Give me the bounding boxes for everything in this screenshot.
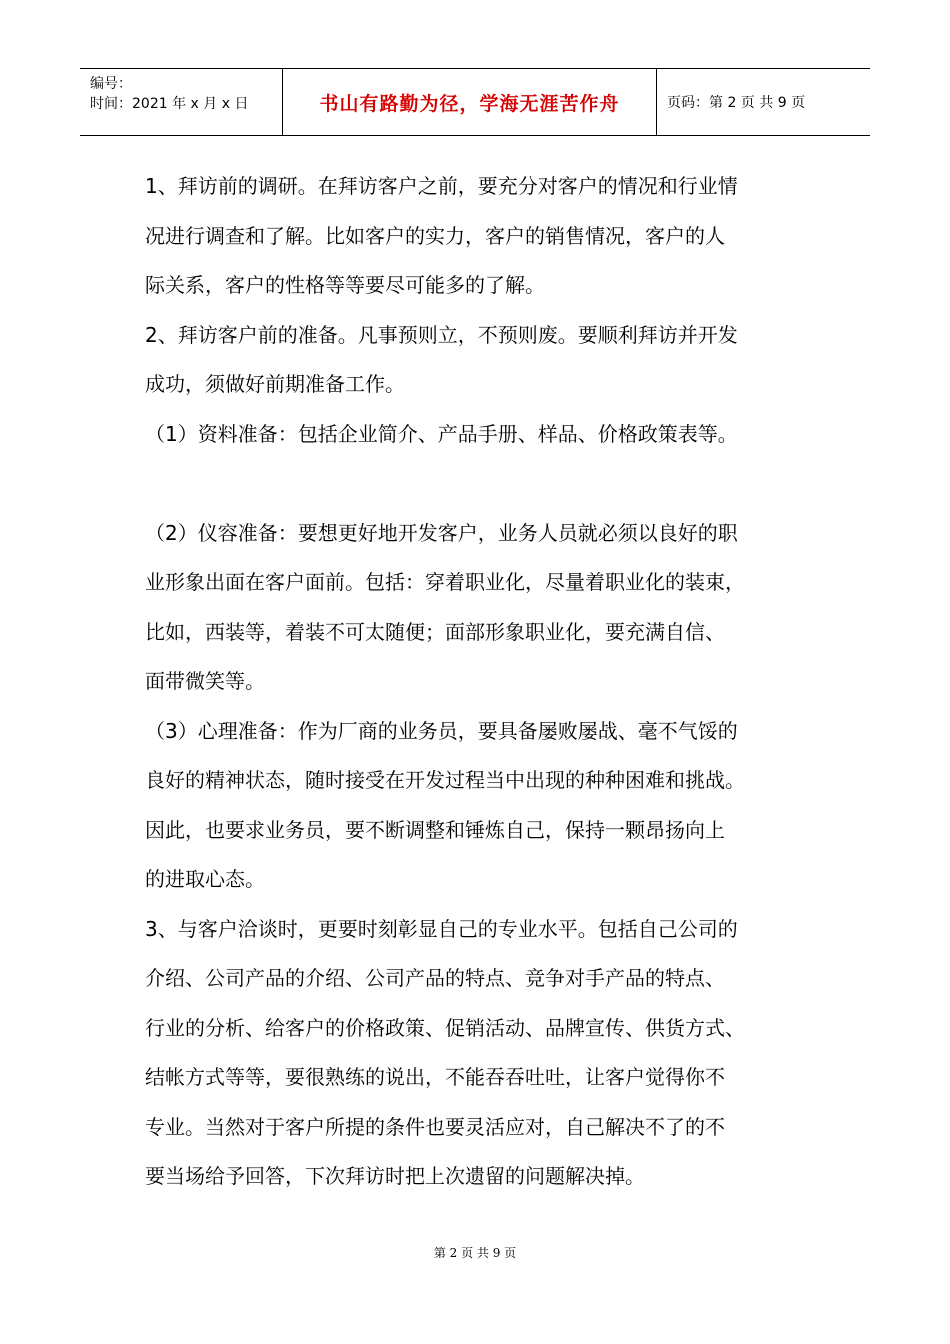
body-line: 行业的分析、给客户的价格政策、促销活动、品牌宣传、供货方式、 xyxy=(145,1015,745,1040)
body-line: 3、与客户洽谈时，更要时刻彰显自己的专业水平。包括自己公司的 xyxy=(145,916,738,941)
header-motto: 书山有路勤为径，学海无涯苦作舟 xyxy=(283,69,657,135)
page-footer: 第 2 页 共 9 页 xyxy=(433,1246,517,1260)
serial-number-label: 编号： xyxy=(90,76,132,92)
body-line: 成功，须做好前期准备工作。 xyxy=(145,372,405,396)
header-meta xyxy=(80,69,283,135)
body-line: （2）仪容准备：要想更好地开发客户，业务人员就必须以良好的职 xyxy=(145,520,738,545)
body-line: 因此，也要求业务员，要不断调整和锤炼自己，保持一颗昂扬向上 xyxy=(145,817,725,842)
body-line: 良好的精神状态，随时接受在开发过程当中出现的种种困难和挑战。 xyxy=(145,768,745,792)
body-line: 业形象出面在客户面前。包括：穿着职业化，尽量着职业化的装束， xyxy=(145,570,745,594)
body-line: 介绍、公司产品的介绍、公司产品的特点、竞争对手产品的特点、 xyxy=(145,966,725,990)
header-page-info: 页码：第 2 页 共 9 页 xyxy=(667,95,806,111)
body-line: （1）资料准备：包括企业简介、产品手册、样品、价格政策表等。 xyxy=(145,421,738,446)
body-line: （3）心理准备：作为厂商的业务员，要具备屡败屡战、毫不气馁的 xyxy=(145,718,738,743)
page-header xyxy=(80,68,870,136)
body-line: 要当场给予回答，下次拜访时把上次遗留的问题解决掉。 xyxy=(145,1164,645,1188)
body-line: 面带微笑等。 xyxy=(145,669,265,693)
body-line: 比如，西装等，着装不可太随便；面部形象职业化，要充满自信、 xyxy=(145,619,725,644)
body-line: 1、拜访前的调研。在拜访客户之前，要充分对客户的情况和行业情 xyxy=(145,174,738,198)
body-line: 专业。当然对于客户所提的条件也要灵活应对，自己解决不了的不 xyxy=(145,1114,725,1139)
document-body xyxy=(145,162,845,1202)
body-line: 况进行调查和了解。比如客户的实力，客户的销售情况，客户的人 xyxy=(145,223,725,248)
body-line: 2、拜访客户前的准备。凡事预则立，不预则废。要顺利拜访并开发 xyxy=(145,322,738,347)
date-label: 时间：2021 年 x 月 x 日 xyxy=(90,96,249,112)
body-line: 的进取心态。 xyxy=(145,867,265,891)
blank-line xyxy=(145,459,845,509)
body-line: 际关系，客户的性格等等要尽可能多的了解。 xyxy=(145,273,545,297)
body-line: 结帐方式等等，要很熟练的说出，不能吞吞吐吐，让客户觉得你不 xyxy=(145,1065,725,1089)
